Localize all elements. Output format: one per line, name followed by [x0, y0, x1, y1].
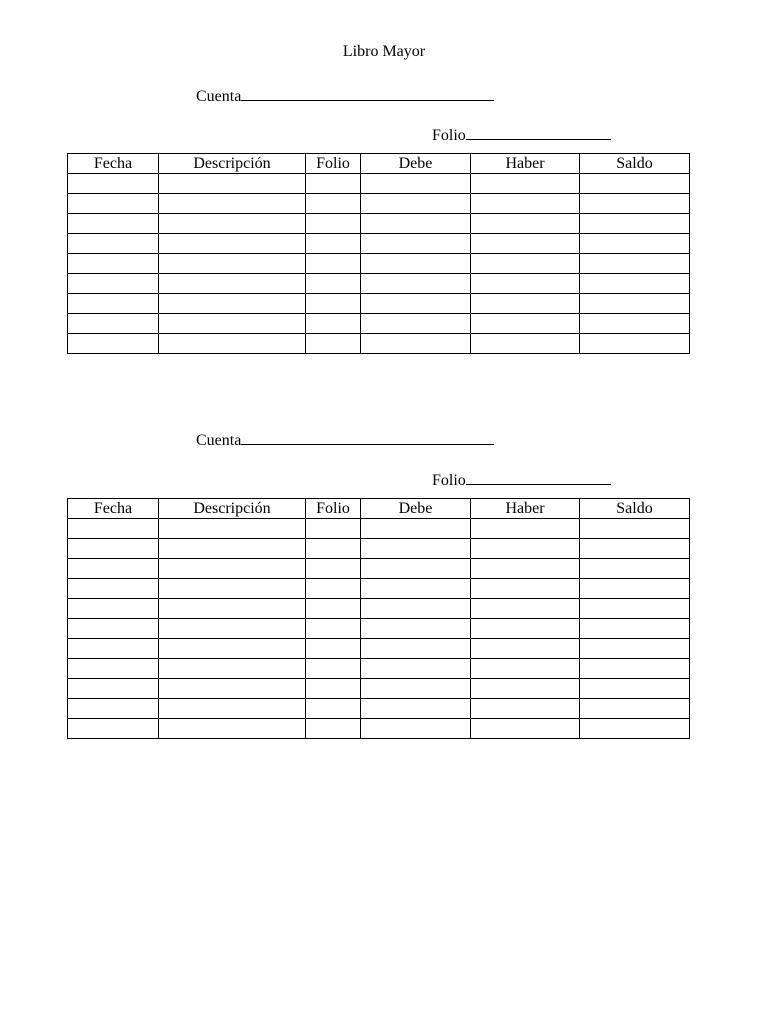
- cell-haber[interactable]: [471, 234, 580, 254]
- cell-debe[interactable]: [361, 194, 471, 214]
- folio-blank-line[interactable]: [466, 470, 611, 485]
- cell-fecha[interactable]: [68, 659, 159, 679]
- cell-saldo[interactable]: [580, 679, 690, 699]
- column-header-saldo: Saldo: [580, 499, 690, 519]
- cell-folio[interactable]: [306, 274, 361, 294]
- cell-descripcion[interactable]: [159, 314, 306, 334]
- cell-haber[interactable]: [471, 579, 580, 599]
- cell-descripcion[interactable]: [159, 174, 306, 194]
- cell-descripcion[interactable]: [159, 294, 306, 314]
- cell-descripcion[interactable]: [159, 619, 306, 639]
- cell-debe[interactable]: [361, 679, 471, 699]
- cell-descripcion[interactable]: [159, 539, 306, 559]
- table-row: [68, 639, 690, 659]
- cell-haber[interactable]: [471, 314, 580, 334]
- cell-descripcion[interactable]: [159, 194, 306, 214]
- column-header-folio: Folio: [306, 154, 361, 174]
- cell-debe[interactable]: [361, 234, 471, 254]
- cell-descripcion[interactable]: [159, 579, 306, 599]
- cell-debe[interactable]: [361, 639, 471, 659]
- table-row: [68, 719, 690, 739]
- cell-fecha[interactable]: [68, 334, 159, 354]
- cell-debe[interactable]: [361, 559, 471, 579]
- cell-descripcion[interactable]: [159, 639, 306, 659]
- cell-fecha[interactable]: [68, 234, 159, 254]
- column-header-debe: Debe: [361, 154, 471, 174]
- table-header-row: [68, 154, 690, 174]
- cell-descripcion[interactable]: [159, 274, 306, 294]
- cell-debe[interactable]: [361, 539, 471, 559]
- table-row: [68, 174, 690, 194]
- cell-saldo[interactable]: [580, 519, 690, 539]
- cell-folio[interactable]: [306, 314, 361, 334]
- column-header-descripcion: Descripción: [159, 154, 306, 174]
- cell-fecha[interactable]: [68, 639, 159, 659]
- column-header-fecha: Fecha: [68, 154, 159, 174]
- cell-haber[interactable]: [471, 539, 580, 559]
- cell-saldo[interactable]: [580, 659, 690, 679]
- cell-debe[interactable]: [361, 699, 471, 719]
- cell-debe[interactable]: [361, 214, 471, 234]
- cell-fecha[interactable]: [68, 274, 159, 294]
- table-row: [68, 194, 690, 214]
- cell-debe[interactable]: [361, 314, 471, 334]
- table-row: [68, 579, 690, 599]
- cell-haber[interactable]: [471, 659, 580, 679]
- cell-saldo[interactable]: [580, 539, 690, 559]
- table-row: [68, 274, 690, 294]
- folio-label: Folio: [432, 472, 466, 489]
- column-header-saldo: Saldo: [580, 154, 690, 174]
- cell-descripcion[interactable]: [159, 719, 306, 739]
- cell-haber[interactable]: [471, 519, 580, 539]
- cuenta-field: [196, 430, 494, 451]
- cell-saldo[interactable]: [580, 334, 690, 354]
- cell-saldo[interactable]: [580, 639, 690, 659]
- cell-debe[interactable]: [361, 294, 471, 314]
- cell-folio[interactable]: [306, 234, 361, 254]
- ledger-body: [68, 519, 690, 739]
- cell-debe[interactable]: [361, 659, 471, 679]
- cell-fecha[interactable]: [68, 214, 159, 234]
- cuenta-label: Cuenta: [196, 432, 242, 449]
- cell-haber[interactable]: [471, 599, 580, 619]
- cuenta-blank-line[interactable]: [241, 86, 494, 101]
- cell-folio[interactable]: [306, 294, 361, 314]
- cell-saldo[interactable]: [580, 194, 690, 214]
- cell-debe[interactable]: [361, 719, 471, 739]
- cell-debe[interactable]: [361, 254, 471, 274]
- table-row: [68, 699, 690, 719]
- table-header-row: [68, 499, 690, 519]
- cell-fecha[interactable]: [68, 699, 159, 719]
- cell-folio[interactable]: [306, 519, 361, 539]
- cell-haber[interactable]: [471, 334, 580, 354]
- cell-folio[interactable]: [306, 334, 361, 354]
- cell-haber[interactable]: [471, 254, 580, 274]
- cell-folio[interactable]: [306, 214, 361, 234]
- table-row: [68, 234, 690, 254]
- cell-folio[interactable]: [306, 679, 361, 699]
- cell-saldo[interactable]: [580, 294, 690, 314]
- cell-saldo[interactable]: [580, 254, 690, 274]
- cell-folio[interactable]: [306, 194, 361, 214]
- table-row: [68, 679, 690, 699]
- cell-saldo[interactable]: [580, 579, 690, 599]
- ledger-table: [67, 498, 690, 739]
- cell-fecha[interactable]: [68, 679, 159, 699]
- cell-fecha[interactable]: [68, 579, 159, 599]
- cell-debe[interactable]: [361, 619, 471, 639]
- cell-folio[interactable]: [306, 539, 361, 559]
- folio-field: [432, 125, 611, 146]
- cell-fecha[interactable]: [68, 619, 159, 639]
- cell-fecha[interactable]: [68, 174, 159, 194]
- table-row: [68, 314, 690, 334]
- cuenta-field: [196, 86, 494, 107]
- cell-haber[interactable]: [471, 639, 580, 659]
- table-row: [68, 519, 690, 539]
- cell-debe[interactable]: [361, 334, 471, 354]
- cell-debe[interactable]: [361, 274, 471, 294]
- cell-saldo[interactable]: [580, 559, 690, 579]
- column-header-folio: Folio: [306, 499, 361, 519]
- cell-folio[interactable]: [306, 254, 361, 274]
- cell-fecha[interactable]: [68, 539, 159, 559]
- cell-folio[interactable]: [306, 659, 361, 679]
- cell-debe[interactable]: [361, 519, 471, 539]
- page-title: Libro Mayor: [342, 43, 426, 60]
- cell-folio[interactable]: [306, 719, 361, 739]
- cell-descripcion[interactable]: [159, 559, 306, 579]
- cell-saldo[interactable]: [580, 314, 690, 334]
- cell-folio[interactable]: [306, 619, 361, 639]
- folio-field: [432, 470, 611, 491]
- cell-haber[interactable]: [471, 274, 580, 294]
- cell-folio[interactable]: [306, 699, 361, 719]
- column-header-haber: Haber: [471, 499, 580, 519]
- cell-fecha[interactable]: [68, 519, 159, 539]
- cell-descripcion[interactable]: [159, 599, 306, 619]
- column-header-descripcion: Descripción: [159, 499, 306, 519]
- cell-saldo[interactable]: [580, 214, 690, 234]
- cell-descripcion[interactable]: [159, 334, 306, 354]
- cell-folio[interactable]: [306, 559, 361, 579]
- column-header-haber: Haber: [471, 154, 580, 174]
- cell-saldo[interactable]: [580, 719, 690, 739]
- cell-debe[interactable]: [361, 579, 471, 599]
- cell-fecha[interactable]: [68, 559, 159, 579]
- column-header-fecha: Fecha: [68, 499, 159, 519]
- folio-label: Folio: [432, 127, 466, 144]
- cell-haber[interactable]: [471, 679, 580, 699]
- cell-descripcion[interactable]: [159, 234, 306, 254]
- cell-debe[interactable]: [361, 174, 471, 194]
- cell-fecha[interactable]: [68, 314, 159, 334]
- table-row: [68, 294, 690, 314]
- cell-fecha[interactable]: [68, 719, 159, 739]
- cell-folio[interactable]: [306, 639, 361, 659]
- cell-haber[interactable]: [471, 214, 580, 234]
- cell-debe[interactable]: [361, 599, 471, 619]
- table-row: [68, 559, 690, 579]
- cell-haber[interactable]: [471, 559, 580, 579]
- cell-descripcion[interactable]: [159, 679, 306, 699]
- cell-saldo[interactable]: [580, 234, 690, 254]
- cell-haber[interactable]: [471, 194, 580, 214]
- folio-blank-line[interactable]: [466, 125, 611, 140]
- cell-descripcion[interactable]: [159, 254, 306, 274]
- ledger-body: [68, 174, 690, 354]
- cell-fecha[interactable]: [68, 599, 159, 619]
- table-row: [68, 334, 690, 354]
- cell-fecha[interactable]: [68, 194, 159, 214]
- column-header-debe: Debe: [361, 499, 471, 519]
- cell-saldo[interactable]: [580, 274, 690, 294]
- table-row: [68, 599, 690, 619]
- table-row: [68, 214, 690, 234]
- cell-fecha[interactable]: [68, 254, 159, 274]
- cell-haber[interactable]: [471, 619, 580, 639]
- cell-descripcion[interactable]: [159, 214, 306, 234]
- cell-folio[interactable]: [306, 579, 361, 599]
- cell-folio[interactable]: [306, 599, 361, 619]
- cell-haber[interactable]: [471, 699, 580, 719]
- cuenta-blank-line[interactable]: [241, 430, 494, 445]
- cell-saldo[interactable]: [580, 599, 690, 619]
- ledger-table: [67, 153, 690, 354]
- cell-haber[interactable]: [471, 294, 580, 314]
- table-row: [68, 254, 690, 274]
- table-row: [68, 539, 690, 559]
- cell-haber[interactable]: [471, 174, 580, 194]
- cell-descripcion[interactable]: [159, 699, 306, 719]
- cell-folio[interactable]: [306, 174, 361, 194]
- cell-descripcion[interactable]: [159, 519, 306, 539]
- cell-fecha[interactable]: [68, 294, 159, 314]
- cell-haber[interactable]: [471, 719, 580, 739]
- cell-saldo[interactable]: [580, 619, 690, 639]
- cell-descripcion[interactable]: [159, 659, 306, 679]
- cell-saldo[interactable]: [580, 699, 690, 719]
- cell-saldo[interactable]: [580, 174, 690, 194]
- table-row: [68, 619, 690, 639]
- table-row: [68, 659, 690, 679]
- cuenta-label: Cuenta: [196, 88, 242, 105]
